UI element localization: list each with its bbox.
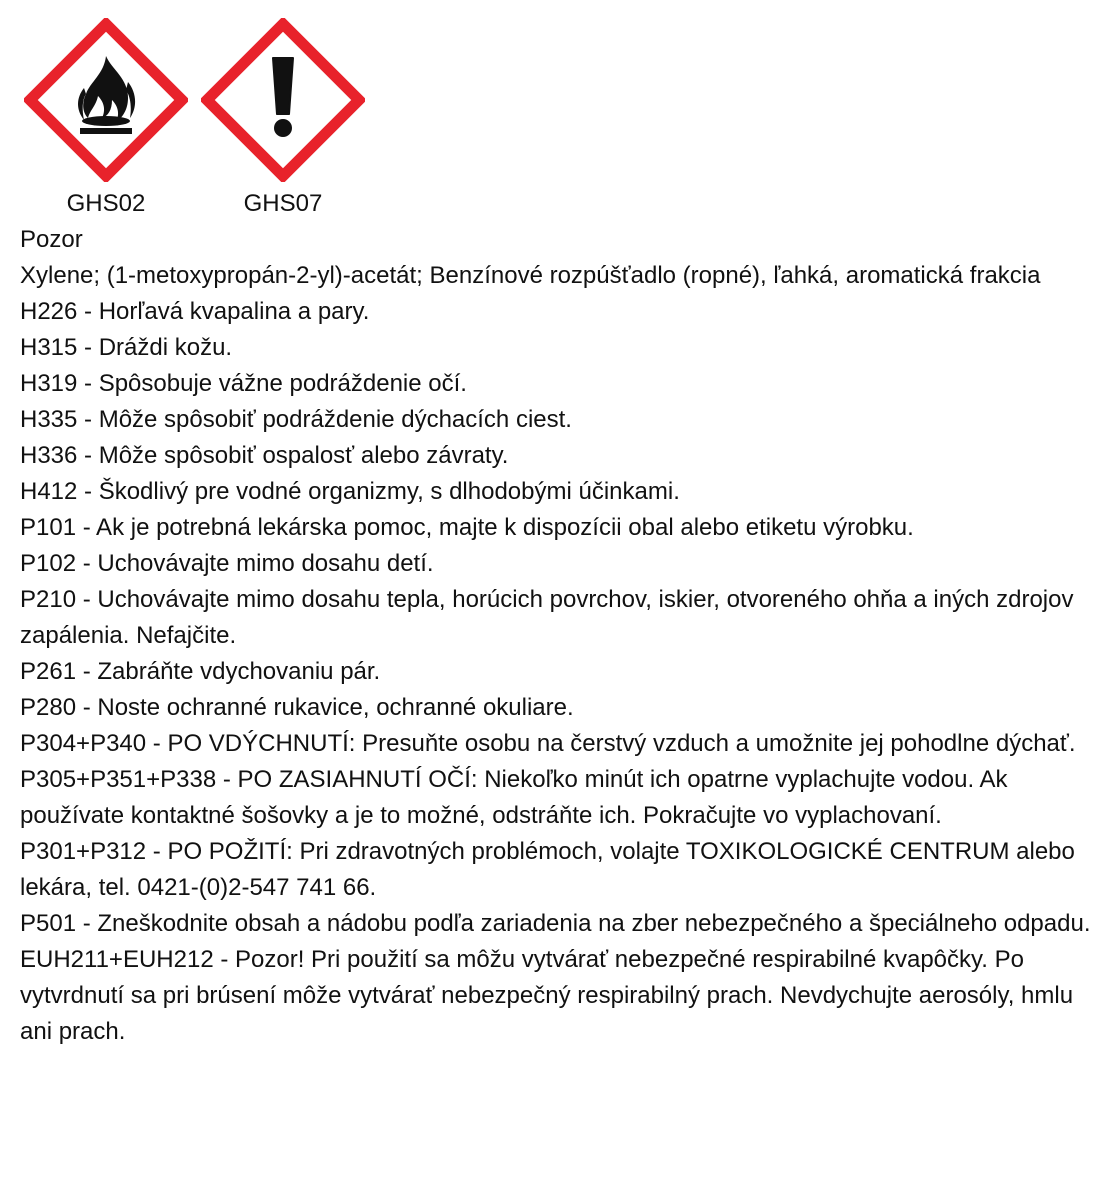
precautionary-statement: P261 - Zabráňte vdychovaniu pár.	[20, 658, 381, 685]
precautionary-statement: P304+P340 - PO VDÝCHNUTÍ: Presuňte osobu na čerstvý vzduch a umožnite jej pohodlne dýchať.	[20, 730, 1076, 757]
signal-word: Pozor	[20, 226, 83, 253]
hazard-statement: H319 - Spôsobuje vážne podráždenie očí.	[20, 370, 467, 397]
precautionary-statement: P210 - Uchovávajte mimo dosahu tepla, horúcich povrchov, iskier, otvoreného ohňa a iných zdrojov zapálenia. Nefajčite.	[20, 586, 1074, 649]
pictogram-code-ghs07: GHS07	[243, 190, 323, 217]
precautionary-statement: P280 - Noste ochranné rukavice, ochranné okuliare.	[20, 694, 574, 721]
precautionary-statement: P305+P351+P338 - PO ZASIAHNUTÍ OČÍ: Niekoľko minút ich opatrne vyplachujte vodou. Ak používate kontaktné šošovky a je to možné, odstráňte ich. Pokračujte vo vyplachovaní.	[20, 766, 1008, 829]
exclamation-mark-icon	[201, 18, 365, 182]
pictogram-ghs07	[201, 18, 365, 182]
precautionary-statement: P301+P312 - PO POŽITÍ: Pri zdravotných problémoch, volajte TOXIKOLOGICKÉ CENTRUM alebo lekára, tel. 0421-(0)2-547 741 66.	[20, 838, 1075, 901]
pictogram-code-ghs02: GHS02	[66, 190, 146, 217]
ingredients: Xylene; (1-metoxypropán-2-yl)-acetát; Benzínové rozpúšťadlo (ropné), ľahká, aromatická frakcia	[20, 262, 1041, 289]
hazard-statement: H412 - Škodlivý pre vodné organizmy, s dlhodobými účinkami.	[20, 478, 680, 505]
supplemental-statement: EUH211+EUH212 - Pozor! Pri použití sa môžu vytvárať nebezpečné respirabilné kvapôčky. Po vytvrdnutí sa pri brúsení môže vytvárať nebezpečný respirabilný prach. Nevdychujte aerosóly, hmlu ani prach.	[20, 946, 1074, 1045]
hazard-statement: H315 - Dráždi kožu.	[20, 334, 233, 361]
flame-icon	[24, 18, 188, 182]
precautionary-statement: P501 - Zneškodnite obsah a nádobu podľa zariadenia na zber nebezpečného a špeciálneho odpadu.	[20, 910, 1091, 937]
precautionary-statement: P102 - Uchovávajte mimo dosahu detí.	[20, 550, 434, 577]
precautionary-statement: P101 - Ak je potrebná lekárska pomoc, majte k dispozícii obal alebo etiketu výrobku.	[20, 514, 914, 541]
hazard-statement: H335 - Môže spôsobiť podráždenie dýchacích ciest.	[20, 406, 572, 433]
hazard-statement: H336 - Môže spôsobiť ospalosť alebo závraty.	[20, 442, 509, 469]
pictogram-ghs02	[24, 18, 188, 182]
hazard-pictograms	[24, 18, 384, 228]
label-text	[20, 222, 1095, 1050]
hazard-statement: H226 - Horľavá kvapalina a pary.	[20, 298, 370, 325]
